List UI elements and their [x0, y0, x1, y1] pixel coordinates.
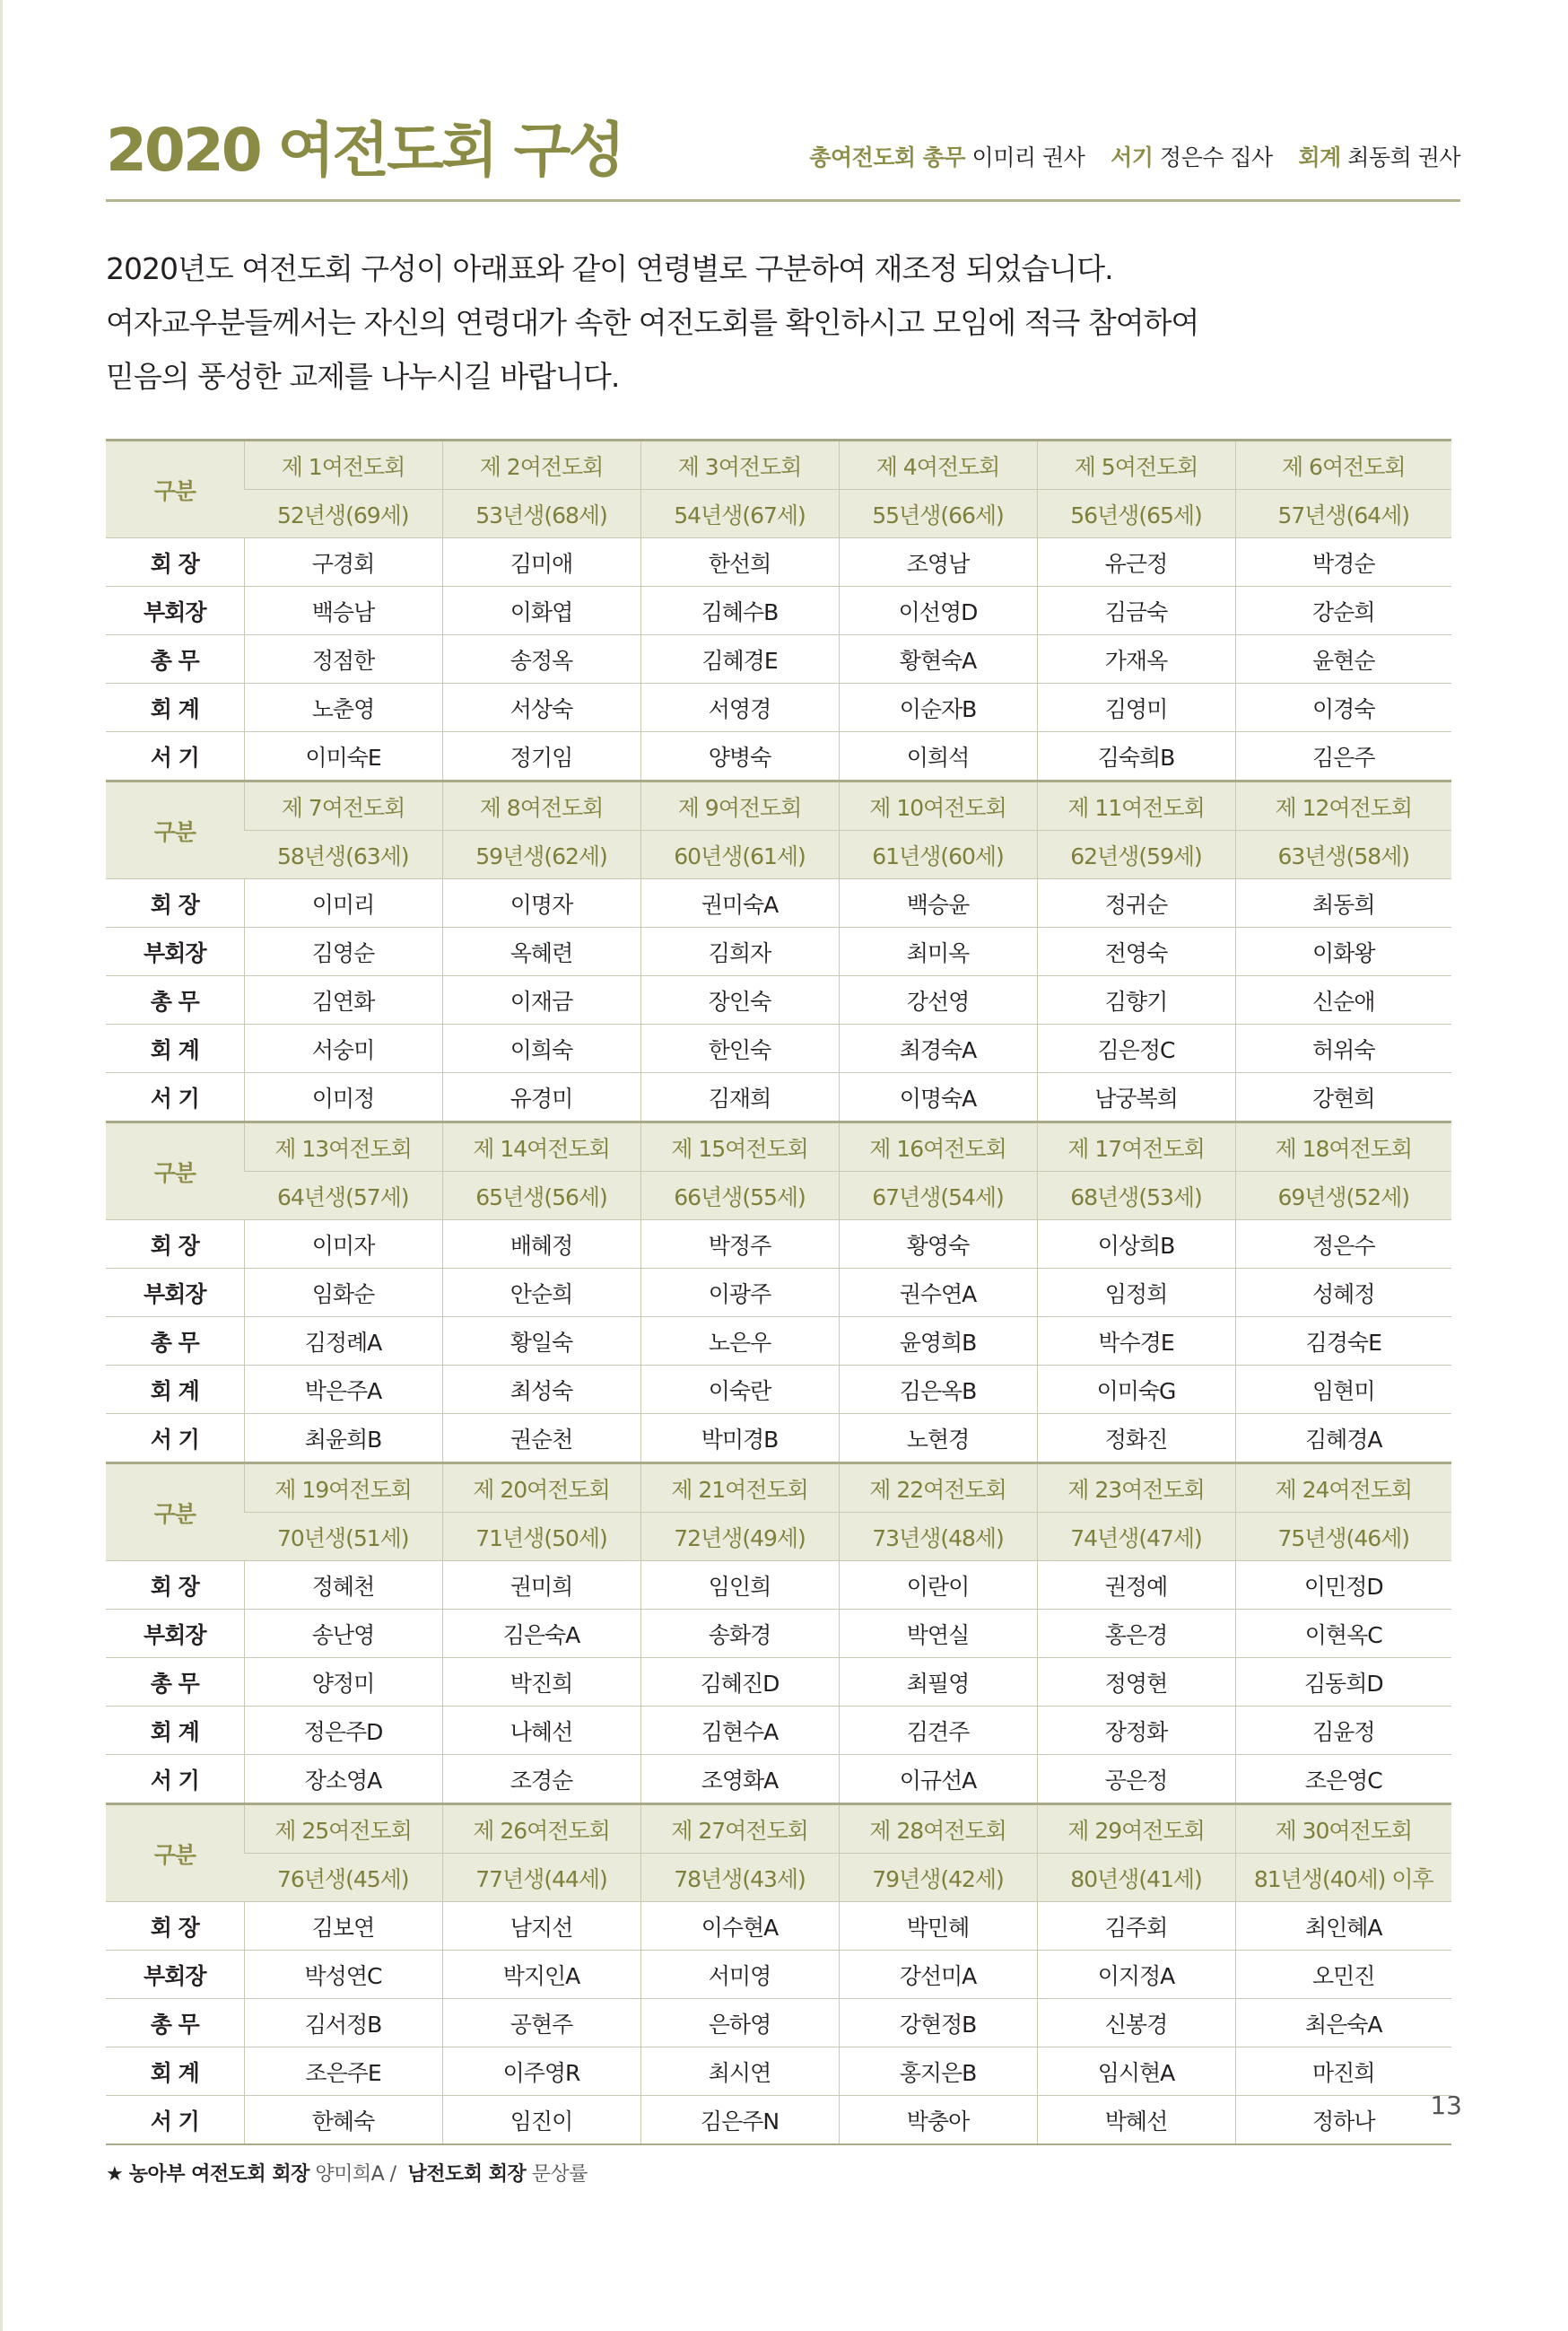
group-name: 제 7여전도회 — [244, 781, 442, 831]
staff-name: 이미리 권사 — [971, 144, 1085, 170]
table-row — [106, 538, 1451, 587]
birth-year: 77년생(44세) — [442, 1854, 640, 1902]
member-name: 김혜경E — [640, 635, 839, 684]
member-name: 최시연 — [640, 2047, 839, 2096]
birth-year: 81년생(40세) 이후 — [1235, 1854, 1451, 1902]
member-name: 노춘영 — [244, 684, 442, 732]
member-name: 신봉경 — [1037, 1999, 1235, 2047]
table-row — [106, 1999, 1451, 2047]
role-label: 총 무 — [106, 1999, 244, 2047]
group-name: 제 8여전도회 — [442, 781, 640, 831]
table-row — [106, 879, 1451, 928]
staff-name: 최동희 권사 — [1347, 144, 1460, 170]
member-name: 권미숙A — [640, 879, 839, 928]
member-name: 조은주E — [244, 2047, 442, 2096]
table-row — [106, 2047, 1451, 2096]
birth-year: 52년생(69세) — [244, 490, 442, 538]
birth-year: 67년생(54세) — [839, 1172, 1037, 1220]
birth-year: 61년생(60세) — [839, 831, 1037, 879]
role-label: 총 무 — [106, 1658, 244, 1707]
group-name: 제 17여전도회 — [1037, 1122, 1235, 1172]
group-name: 제 23여전도회 — [1037, 1463, 1235, 1513]
group-header-row — [106, 781, 1451, 831]
member-name: 전영숙 — [1037, 928, 1235, 976]
group-name: 제 13여전도회 — [244, 1122, 442, 1172]
group-name: 제 24여전도회 — [1235, 1463, 1451, 1513]
birth-year: 78년생(43세) — [640, 1854, 839, 1902]
role-label: 서 기 — [106, 732, 244, 781]
group-header-row — [106, 1463, 1451, 1513]
role-label: 회 계 — [106, 1366, 244, 1414]
group-birth-row — [106, 831, 1451, 879]
group-label: 구분 — [106, 1463, 244, 1561]
group-birth-row — [106, 1172, 1451, 1220]
role-label: 부회장 — [106, 1610, 244, 1658]
member-name: 이수현A — [640, 1902, 839, 1951]
group-label: 구분 — [106, 781, 244, 879]
table-row — [106, 1073, 1451, 1122]
group-name: 제 19여전도회 — [244, 1463, 442, 1513]
role-label: 회 계 — [106, 684, 244, 732]
member-name: 김은주N — [640, 2096, 839, 2145]
group-name: 제 29여전도회 — [1037, 1804, 1235, 1854]
intro-text — [106, 242, 1460, 404]
group-name: 제 16여전도회 — [839, 1122, 1037, 1172]
member-name: 이주영R — [442, 2047, 640, 2096]
birth-year: 79년생(42세) — [839, 1854, 1037, 1902]
role-label: 서 기 — [106, 2096, 244, 2145]
member-name: 송정옥 — [442, 635, 640, 684]
role-label: 부회장 — [106, 1951, 244, 1999]
member-name: 박연실 — [839, 1610, 1037, 1658]
birth-year: 64년생(57세) — [244, 1172, 442, 1220]
group-name: 제 25여전도회 — [244, 1804, 442, 1854]
staff-line — [809, 140, 1460, 172]
table-row — [106, 1317, 1451, 1366]
group-name: 제 1여전도회 — [244, 441, 442, 490]
member-name: 성혜정 — [1235, 1269, 1451, 1317]
birth-year: 66년생(55세) — [640, 1172, 839, 1220]
member-name: 이광주 — [640, 1269, 839, 1317]
member-name: 이지정A — [1037, 1951, 1235, 1999]
member-name: 강순희 — [1235, 587, 1451, 635]
member-name: 김혜수B — [640, 587, 839, 635]
member-name: 박은주A — [244, 1366, 442, 1414]
birth-year: 56년생(65세) — [1037, 490, 1235, 538]
member-name: 정하나 — [1235, 2096, 1451, 2145]
table-row — [106, 1902, 1451, 1951]
role-label: 총 무 — [106, 1317, 244, 1366]
member-name: 김연화 — [244, 976, 442, 1025]
member-name: 김경숙E — [1235, 1317, 1451, 1366]
footnote — [106, 2159, 588, 2187]
member-name: 김혜경A — [1235, 1414, 1451, 1463]
member-name: 윤현순 — [1235, 635, 1451, 684]
member-name: 최경숙A — [839, 1025, 1037, 1073]
member-name: 정기임 — [442, 732, 640, 781]
role-label: 회 장 — [106, 879, 244, 928]
member-name: 김주회 — [1037, 1902, 1235, 1951]
role-label: 부회장 — [106, 928, 244, 976]
member-name: 김숙희B — [1037, 732, 1235, 781]
role-label: 부회장 — [106, 587, 244, 635]
member-name: 이규선A — [839, 1755, 1037, 1804]
member-name: 은하영 — [640, 1999, 839, 2047]
intro-line: 믿음의 풍성한 교제를 나누시길 바랍니다. — [106, 359, 620, 394]
member-name: 정영현 — [1037, 1658, 1235, 1707]
role-label: 회 장 — [106, 1220, 244, 1269]
group-birth-row — [106, 490, 1451, 538]
member-name: 이미정 — [244, 1073, 442, 1122]
member-name: 이현옥C — [1235, 1610, 1451, 1658]
birth-year: 71년생(50세) — [442, 1513, 640, 1561]
group-name: 제 3여전도회 — [640, 441, 839, 490]
member-name: 남궁복희 — [1037, 1073, 1235, 1122]
member-name: 권미희 — [442, 1561, 640, 1610]
table-row — [106, 1414, 1451, 1463]
table-row — [106, 1658, 1451, 1707]
member-name: 박충아 — [839, 2096, 1037, 2145]
table-row — [106, 2096, 1451, 2145]
group-name: 제 10여전도회 — [839, 781, 1037, 831]
role-label: 회 계 — [106, 1707, 244, 1755]
member-name: 김견주 — [839, 1707, 1037, 1755]
member-name: 박민혜 — [839, 1902, 1037, 1951]
table-row — [106, 1707, 1451, 1755]
group-name: 제 21여전도회 — [640, 1463, 839, 1513]
member-name: 임시현A — [1037, 2047, 1235, 2096]
member-name: 이미숙G — [1037, 1366, 1235, 1414]
member-name: 노은우 — [640, 1317, 839, 1366]
member-name: 한인숙 — [640, 1025, 839, 1073]
group-name: 제 11여전도회 — [1037, 781, 1235, 831]
member-name: 한선희 — [640, 538, 839, 587]
member-name: 김정례A — [244, 1317, 442, 1366]
member-name: 강선영 — [839, 976, 1037, 1025]
table-row — [106, 976, 1451, 1025]
star-icon: ★ — [106, 2163, 124, 2186]
member-name: 서숭미 — [244, 1025, 442, 1073]
member-name: 권순천 — [442, 1414, 640, 1463]
intro-line: 여자교우분들께서는 자신의 연령대가 속한 여전도회를 확인하시고 모임에 적극 참여하여 — [106, 305, 1199, 340]
member-name: 송화경 — [640, 1610, 839, 1658]
member-name: 이미숙E — [244, 732, 442, 781]
birth-year: 65년생(56세) — [442, 1172, 640, 1220]
role-label: 서 기 — [106, 1073, 244, 1122]
role-label: 회 장 — [106, 1561, 244, 1610]
group-label: 구분 — [106, 1804, 244, 1902]
member-name: 홍은경 — [1037, 1610, 1235, 1658]
footnote-name: 양미희A / — [315, 2163, 396, 2186]
group-name: 제 18여전도회 — [1235, 1122, 1451, 1172]
member-name: 이경숙 — [1235, 684, 1451, 732]
member-name: 최필영 — [839, 1658, 1037, 1707]
member-name: 양정미 — [244, 1658, 442, 1707]
member-name: 이미리 — [244, 879, 442, 928]
birth-year: 57년생(64세) — [1235, 490, 1451, 538]
group-header-row — [106, 1804, 1451, 1854]
table-row — [106, 928, 1451, 976]
table-row — [106, 1951, 1451, 1999]
organization-table — [106, 439, 1451, 2145]
member-name: 서상숙 — [442, 684, 640, 732]
member-name: 박진희 — [442, 1658, 640, 1707]
member-name: 김금숙 — [1037, 587, 1235, 635]
group-name: 제 5여전도회 — [1037, 441, 1235, 490]
group-name: 제 15여전도회 — [640, 1122, 839, 1172]
member-name: 조은영C — [1235, 1755, 1451, 1804]
staff-role: 서기 — [1111, 144, 1154, 170]
member-name: 권정예 — [1037, 1561, 1235, 1610]
group-birth-row — [106, 1854, 1451, 1902]
member-name: 김동희D — [1235, 1658, 1451, 1707]
group-name: 제 30여전도회 — [1235, 1804, 1451, 1854]
birth-year: 72년생(49세) — [640, 1513, 839, 1561]
member-name: 백승윤 — [839, 879, 1037, 928]
birth-year: 73년생(48세) — [839, 1513, 1037, 1561]
group-name: 제 26여전도회 — [442, 1804, 640, 1854]
member-name: 박수경E — [1037, 1317, 1235, 1366]
group-name: 제 9여전도회 — [640, 781, 839, 831]
staff-role: 회계 — [1298, 144, 1341, 170]
member-name: 장소영A — [244, 1755, 442, 1804]
member-name: 황일숙 — [442, 1317, 640, 1366]
member-name: 이화엽 — [442, 587, 640, 635]
table-row — [106, 684, 1451, 732]
birth-year: 75년생(46세) — [1235, 1513, 1451, 1561]
table-row — [106, 1610, 1451, 1658]
member-name: 이순자B — [839, 684, 1037, 732]
member-name: 서영경 — [640, 684, 839, 732]
member-name: 허위숙 — [1235, 1025, 1451, 1073]
member-name: 이명자 — [442, 879, 640, 928]
member-name: 김서정B — [244, 1999, 442, 2047]
member-name: 황영숙 — [839, 1220, 1037, 1269]
member-name: 최은숙A — [1235, 1999, 1451, 2047]
member-name: 김영순 — [244, 928, 442, 976]
role-label: 서 기 — [106, 1414, 244, 1463]
member-name: 이상희B — [1037, 1220, 1235, 1269]
member-name: 안순희 — [442, 1269, 640, 1317]
member-name: 이민정D — [1235, 1561, 1451, 1610]
member-name: 정화진 — [1037, 1414, 1235, 1463]
page-title: 2020 여전도회 구성 — [106, 116, 623, 185]
member-name: 마진희 — [1235, 2047, 1451, 2096]
intro-line: 2020년도 여전도회 구성이 아래표와 같이 연령별로 구분하여 재조정 되었습니다. — [106, 251, 1113, 286]
group-name: 제 4여전도회 — [839, 441, 1037, 490]
member-name: 임정희 — [1037, 1269, 1235, 1317]
role-label: 서 기 — [106, 1755, 244, 1804]
member-name: 박미경B — [640, 1414, 839, 1463]
member-name: 김혜진D — [640, 1658, 839, 1707]
birth-year: 55년생(66세) — [839, 490, 1037, 538]
member-name: 이미자 — [244, 1220, 442, 1269]
birth-year: 68년생(53세) — [1037, 1172, 1235, 1220]
role-label: 회 계 — [106, 1025, 244, 1073]
member-name: 신순애 — [1235, 976, 1451, 1025]
member-name: 김은숙A — [442, 1610, 640, 1658]
table-row — [106, 1561, 1451, 1610]
member-name: 남지선 — [442, 1902, 640, 1951]
member-name: 나혜선 — [442, 1707, 640, 1755]
member-name: 공은정 — [1037, 1755, 1235, 1804]
member-name: 김은정C — [1037, 1025, 1235, 1073]
member-name: 정은주D — [244, 1707, 442, 1755]
member-name: 이란이 — [839, 1561, 1037, 1610]
table-row — [106, 1269, 1451, 1317]
member-name: 정귀순 — [1037, 879, 1235, 928]
role-label: 총 무 — [106, 635, 244, 684]
member-name: 장정화 — [1037, 1707, 1235, 1755]
member-name: 서미영 — [640, 1951, 839, 1999]
member-name: 노현경 — [839, 1414, 1037, 1463]
member-name: 김희자 — [640, 928, 839, 976]
member-name: 임인희 — [640, 1561, 839, 1610]
member-name: 최윤희B — [244, 1414, 442, 1463]
birth-year: 76년생(45세) — [244, 1854, 442, 1902]
member-name: 김영미 — [1037, 684, 1235, 732]
member-name: 박경순 — [1235, 538, 1451, 587]
member-name: 김재희 — [640, 1073, 839, 1122]
member-name: 이화왕 — [1235, 928, 1451, 976]
member-name: 박혜선 — [1037, 2096, 1235, 2145]
birth-year: 62년생(59세) — [1037, 831, 1235, 879]
birth-year: 60년생(61세) — [640, 831, 839, 879]
member-name: 윤영희B — [839, 1317, 1037, 1366]
group-name: 제 22여전도회 — [839, 1463, 1037, 1513]
member-name: 조경순 — [442, 1755, 640, 1804]
table-row — [106, 1220, 1451, 1269]
page-number: 13 — [1430, 2091, 1462, 2120]
member-name: 임현미 — [1235, 1366, 1451, 1414]
member-name: 유경미 — [442, 1073, 640, 1122]
organization-table-body — [106, 441, 1451, 2145]
table-row — [106, 587, 1451, 635]
table-row — [106, 1366, 1451, 1414]
member-name: 권수연A — [839, 1269, 1037, 1317]
member-name: 배혜정 — [442, 1220, 640, 1269]
member-name: 최동희 — [1235, 879, 1451, 928]
birth-year: 74년생(47세) — [1037, 1513, 1235, 1561]
footnote-role: 남전도회 회장 — [407, 2163, 527, 2186]
member-name: 조영화A — [640, 1755, 839, 1804]
birth-year: 70년생(51세) — [244, 1513, 442, 1561]
member-name: 홍지은B — [839, 2047, 1037, 2096]
member-name: 이숙란 — [640, 1366, 839, 1414]
role-label: 부회장 — [106, 1269, 244, 1317]
table-row — [106, 635, 1451, 684]
member-name: 양병숙 — [640, 732, 839, 781]
member-name: 김미애 — [442, 538, 640, 587]
table-row — [106, 732, 1451, 781]
member-name: 강현정B — [839, 1999, 1037, 2047]
member-name: 황현숙A — [839, 635, 1037, 684]
member-name: 한혜숙 — [244, 2096, 442, 2145]
member-name: 정은수 — [1235, 1220, 1451, 1269]
member-name: 옥혜련 — [442, 928, 640, 976]
group-name: 제 6여전도회 — [1235, 441, 1451, 490]
group-name: 제 2여전도회 — [442, 441, 640, 490]
role-label: 회 장 — [106, 1902, 244, 1951]
birth-year: 80년생(41세) — [1037, 1854, 1235, 1902]
member-name: 임진이 — [442, 2096, 640, 2145]
staff-name: 정은수 집사 — [1159, 144, 1273, 170]
member-name: 이희숙 — [442, 1025, 640, 1073]
birth-year: 58년생(63세) — [244, 831, 442, 879]
member-name: 최성숙 — [442, 1366, 640, 1414]
member-name: 정혜천 — [244, 1561, 442, 1610]
member-name: 최인혜A — [1235, 1902, 1451, 1951]
footnote-name: 문상률 — [531, 2163, 588, 2186]
member-name: 백승남 — [244, 587, 442, 635]
member-name: 송난영 — [244, 1610, 442, 1658]
group-header-row — [106, 1122, 1451, 1172]
member-name: 김은옥B — [839, 1366, 1037, 1414]
page-header — [106, 97, 1460, 202]
table-row — [106, 1025, 1451, 1073]
member-name: 공현주 — [442, 1999, 640, 2047]
member-name: 강선미A — [839, 1951, 1037, 1999]
member-name: 이선영D — [839, 587, 1037, 635]
group-label: 구분 — [106, 441, 244, 538]
member-name: 이희석 — [839, 732, 1037, 781]
role-label: 회 장 — [106, 538, 244, 587]
member-name: 장인숙 — [640, 976, 839, 1025]
member-name: 유근정 — [1037, 538, 1235, 587]
member-name: 오민진 — [1235, 1951, 1451, 1999]
member-name: 김보연 — [244, 1902, 442, 1951]
staff-role: 총여전도회 총무 — [809, 144, 966, 170]
group-name: 제 27여전도회 — [640, 1804, 839, 1854]
member-name: 구경회 — [244, 538, 442, 587]
group-name: 제 28여전도회 — [839, 1804, 1037, 1854]
member-name: 정점한 — [244, 635, 442, 684]
birth-year: 69년생(52세) — [1235, 1172, 1451, 1220]
birth-year: 63년생(58세) — [1235, 831, 1451, 879]
group-name: 제 20여전도회 — [442, 1463, 640, 1513]
member-name: 박지인A — [442, 1951, 640, 1999]
member-name: 박성연C — [244, 1951, 442, 1999]
group-header-row — [106, 441, 1451, 490]
member-name: 김은주 — [1235, 732, 1451, 781]
role-label: 총 무 — [106, 976, 244, 1025]
member-name: 김향기 — [1037, 976, 1235, 1025]
footnote-role: 농아부 여전도회 회장 — [128, 2163, 309, 2186]
member-name: 강현희 — [1235, 1073, 1451, 1122]
member-name: 이재금 — [442, 976, 640, 1025]
member-name: 최미옥 — [839, 928, 1037, 976]
member-name: 조영남 — [839, 538, 1037, 587]
birth-year: 59년생(62세) — [442, 831, 640, 879]
member-name: 임화순 — [244, 1269, 442, 1317]
member-name: 김윤정 — [1235, 1707, 1451, 1755]
member-name: 김현수A — [640, 1707, 839, 1755]
group-name: 제 14여전도회 — [442, 1122, 640, 1172]
table-row — [106, 1755, 1451, 1804]
member-name: 박정주 — [640, 1220, 839, 1269]
birth-year: 53년생(68세) — [442, 490, 640, 538]
member-name: 가재옥 — [1037, 635, 1235, 684]
group-name: 제 12여전도회 — [1235, 781, 1451, 831]
role-label: 회 계 — [106, 2047, 244, 2096]
birth-year: 54년생(67세) — [640, 490, 839, 538]
group-label: 구분 — [106, 1122, 244, 1220]
member-name: 이명숙A — [839, 1073, 1037, 1122]
group-birth-row — [106, 1513, 1451, 1561]
